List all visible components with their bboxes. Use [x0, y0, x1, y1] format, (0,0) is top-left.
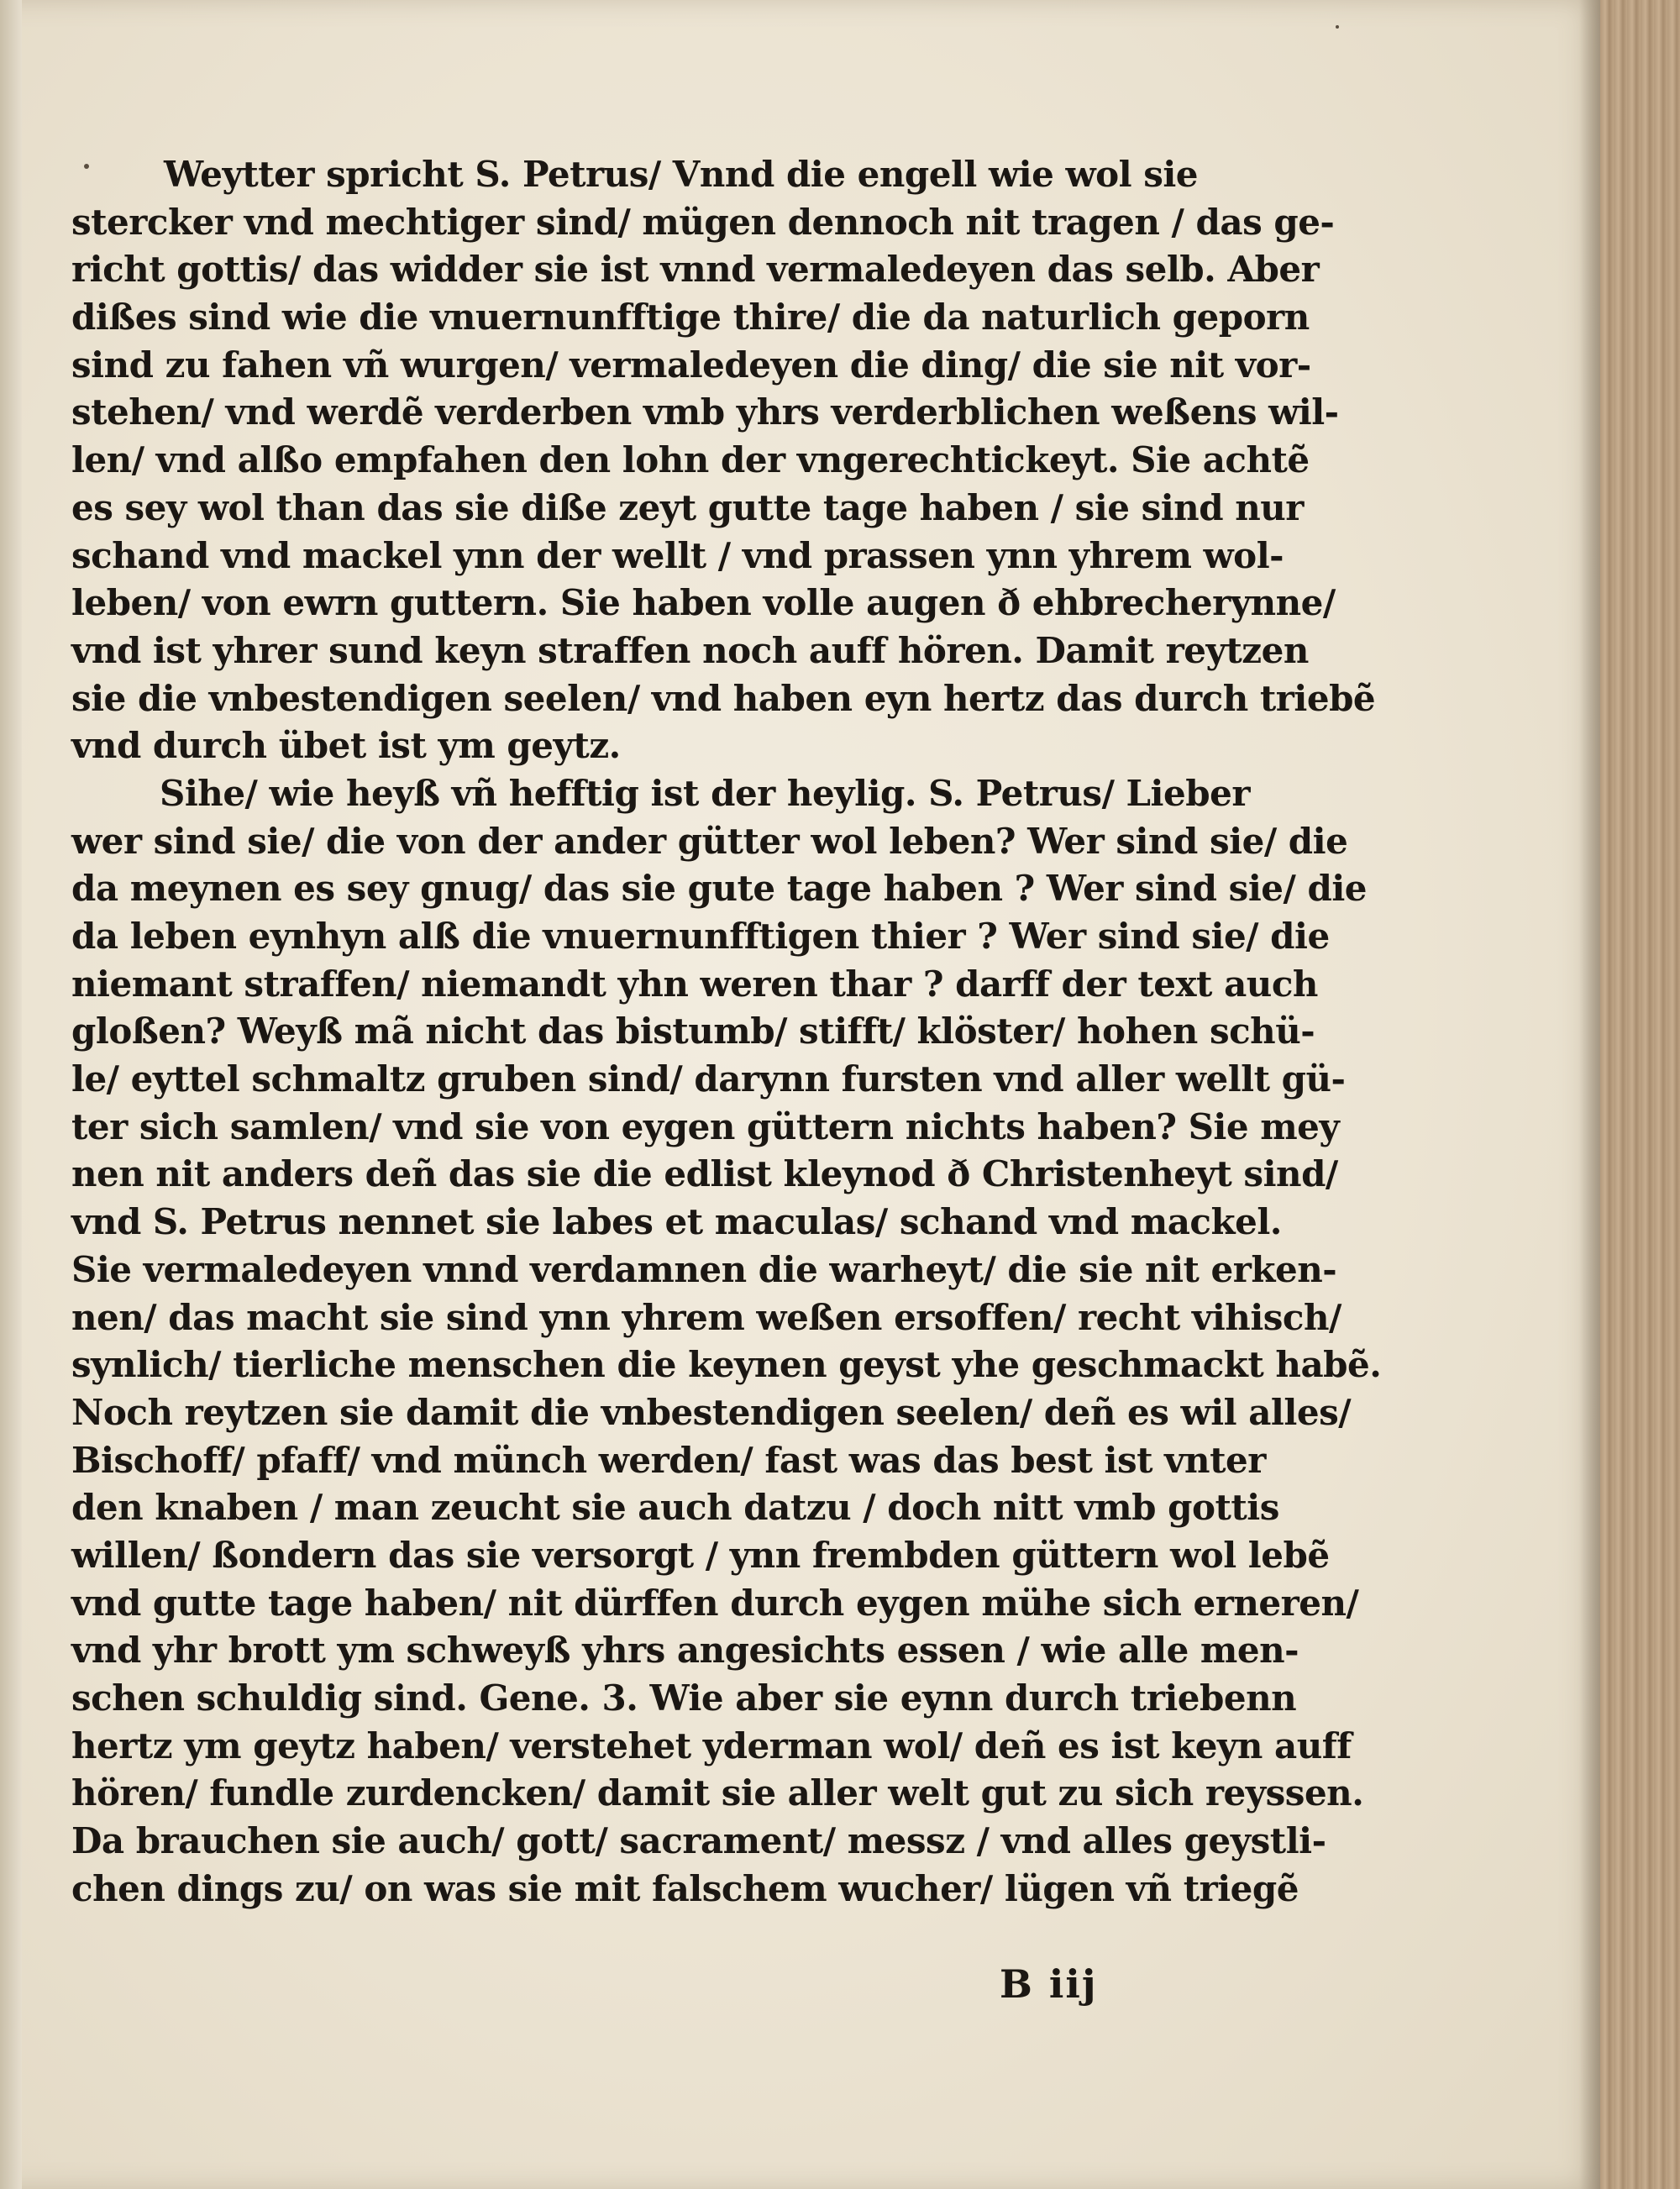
- text-line: Da brauchen sie auch/ gott/ sacrament/ messz / vnd alles geystli-: [71, 1820, 1326, 1862]
- signature-mark: B iij: [1000, 1961, 1098, 2007]
- text-line: Sihe/ wie heyß vñ hefftig ist der heylig. S. Petrus/ Lieber: [160, 772, 1250, 814]
- text-line: es sey wol than das sie diße zeyt gutte tage haben / sie sind nur: [71, 486, 1304, 528]
- text-line: vnd gutte tage haben/ nit dürffen durch eygen mühe sich erneren/: [71, 1582, 1359, 1624]
- text-line: sind zu fahen vñ wurgen/ vermaledeyen die ding/ die sie nit vor-: [71, 344, 1311, 386]
- body-text: [71, 151, 1382, 1913]
- ink-speck: [1336, 25, 1339, 29]
- text-line: nen/ das macht sie sind ynn yhrem weßen ersoffen/ recht vihisch/: [71, 1296, 1341, 1338]
- text-line: schen schuldig sind. Gene. 3. Wie aber sie eynn durch triebenn: [71, 1677, 1297, 1719]
- page-edges: [1600, 0, 1680, 2189]
- text-line: vnd durch übet ist ym geytz.: [71, 725, 621, 767]
- text-line: stehen/ vnd werdẽ verderben vmb yhrs verderblichen weßens wil-: [71, 391, 1339, 433]
- text-line: da leben eynhyn alß die vnuernunfftigen thier ? Wer sind sie/ die: [71, 916, 1330, 957]
- text-line: synlich/ tierliche menschen die keynen geyst yhe geschmackt habẽ.: [71, 1344, 1382, 1386]
- text-line: dißes sind wie die vnuernunfftige thire/ die da naturlich geporn: [71, 297, 1310, 339]
- text-line: gloßen? Weyß mã nicht das bistumb/ stifft/ klöster/ hohen schü-: [71, 1011, 1315, 1053]
- text-line: len/ vnd alßo empfahen den lohn der vngerechtickeyt. Sie achtẽ: [71, 439, 1310, 481]
- text-line: richt gottis/ das widder sie ist vnnd vermaledeyen das selb. Aber: [71, 249, 1320, 291]
- text-line: hören/ fundle zurdencken/ damit sie aller welt gut zu sich reyssen.: [71, 1772, 1364, 1814]
- text-line: vnd ist yhrer sund keyn straffen noch auff hören. Damit reytzen: [71, 629, 1309, 671]
- text-line: nen nit anders deñ das sie die edlist kleynod ð Christenheyt sind/: [71, 1153, 1338, 1195]
- text-line: niemant straffen/ niemandt yhn weren thar ? darff der text auch: [71, 963, 1318, 1005]
- text-line: Noch reytzen sie damit die vnbestendigen seelen/ deñ es wil alles/: [71, 1391, 1352, 1433]
- left-page-edge: [0, 0, 22, 2189]
- text-line: Bischoff/ pfaff/ vnd münch werden/ fast was das best ist vnter: [71, 1439, 1266, 1481]
- text-line: stercker vnd mechtiger sind/ mügen dennoch nit tragen / das ge-: [71, 201, 1335, 243]
- text-line: chen dings zu/ on was sie mit falschem wucher/ lügen vñ triegẽ: [71, 1867, 1299, 1909]
- text-line: Sie vermaledeyen vnnd verdamnen die warheyt/ die sie nit erken-: [71, 1248, 1337, 1290]
- text-line: vnd yhr brott ym schweyß yhrs angesichts essen / wie alle men-: [71, 1630, 1299, 1672]
- text-line: ter sich samlen/ vnd sie von eygen güttern nichts haben? Sie mey: [71, 1105, 1340, 1147]
- text-line: willen/ ßondern das sie versorgt / ynn frembden güttern wol lebẽ: [71, 1534, 1330, 1576]
- text-line: le/ eyttel schmaltz gruben sind/ darynn fursten vnd aller wellt gü-: [71, 1058, 1346, 1100]
- text-line: vnd S. Petrus nennet sie labes et maculas/ schand vnd mackel.: [71, 1201, 1282, 1243]
- text-line: wer sind sie/ die von der ander gütter wol leben? Wer sind sie/ die: [71, 820, 1348, 862]
- text-line: Weytter spricht S. Petrus/ Vnnd die engell wie wol sie: [164, 154, 1199, 195]
- text-line: hertz ym geytz haben/ verstehet yderman wol/ deñ es ist keyn auff: [71, 1724, 1352, 1766]
- text-line: da meynen es sey gnug/ das sie gute tage haben ? Wer sind sie/ die: [71, 868, 1367, 910]
- text-line: sie die vnbestendigen seelen/ vnd haben eyn hertz das durch triebẽ: [71, 677, 1376, 719]
- text-line: leben/ von ewrn guttern. Sie haben volle augen ð ehbrecherynne/: [71, 582, 1336, 624]
- text-line: den knaben / man zeucht sie auch datzu / doch nitt vmb gottis: [71, 1487, 1279, 1529]
- text-line: schand vnd mackel ynn der wellt / vnd prassen ynn yhrem wol-: [71, 534, 1284, 576]
